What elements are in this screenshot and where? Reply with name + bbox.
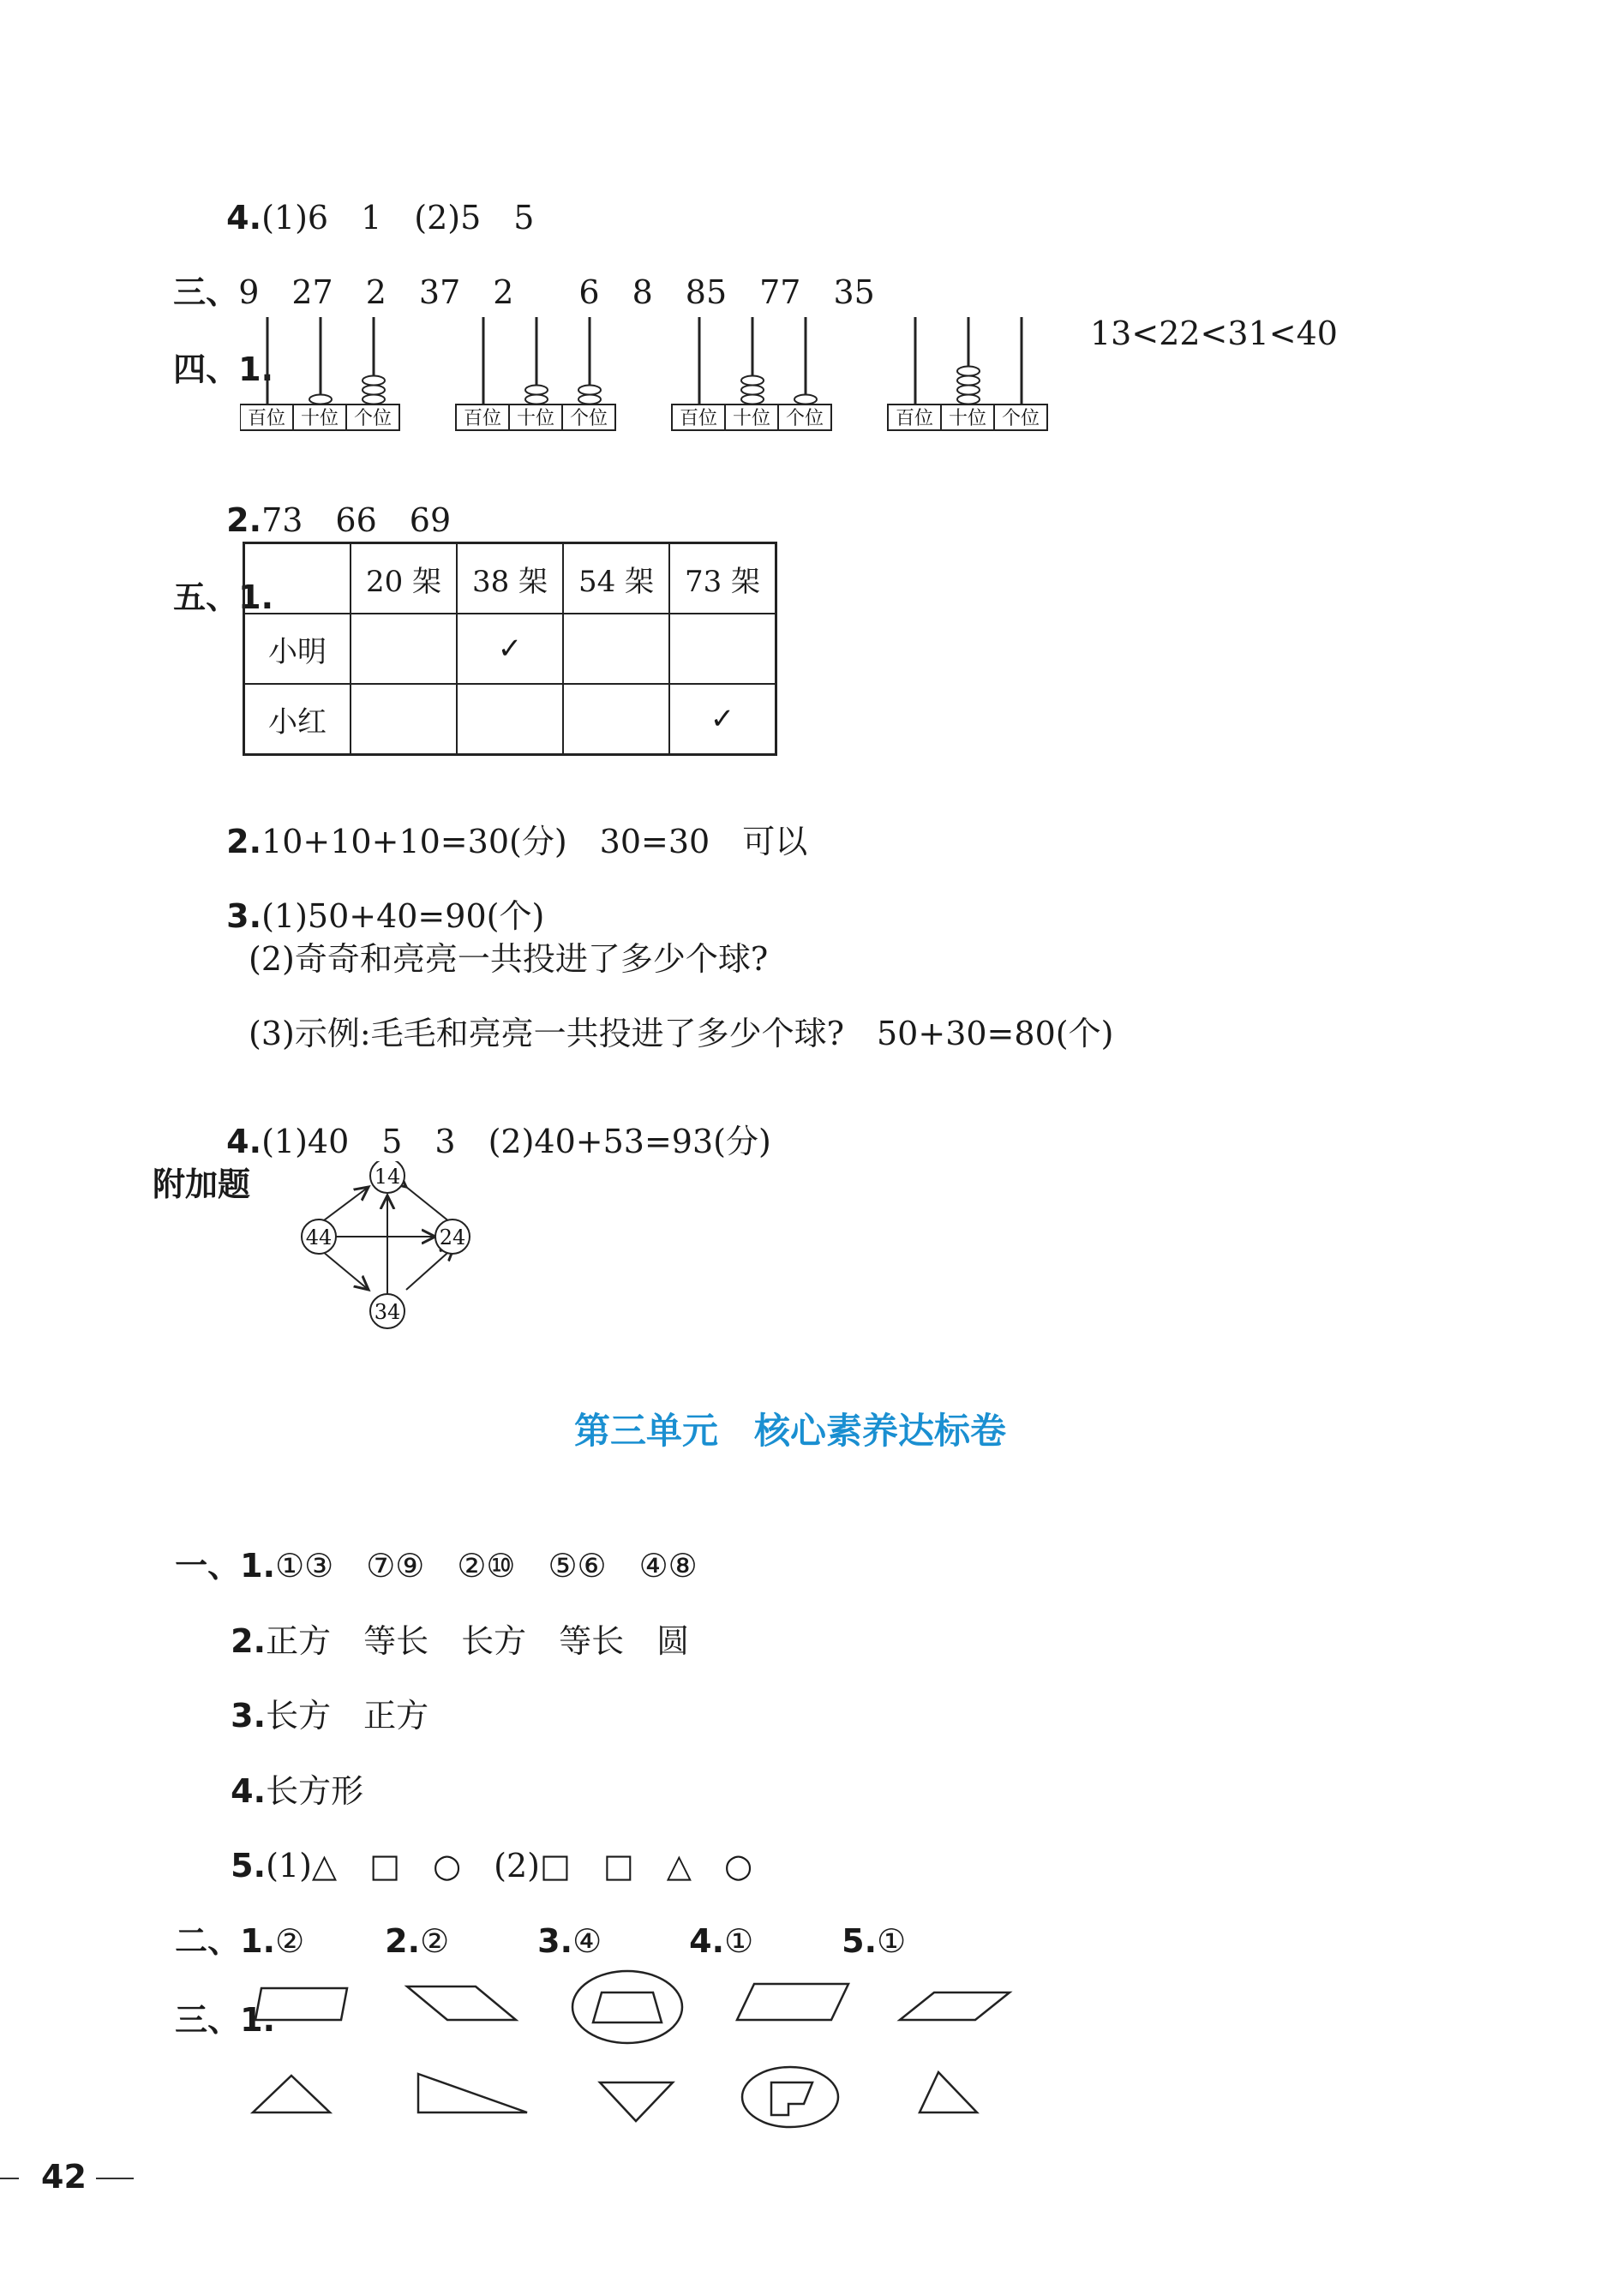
abacus [240,317,399,430]
row-name: 小明 [244,614,351,684]
parallelogram-shape [407,1986,516,2020]
answer-line-2-4 [206,169,535,237]
section-label: 五、1. [173,578,274,616]
parallelogram-shape [737,1984,848,2020]
abacus-bead [309,395,332,404]
answer-line-5-4 [206,1093,771,1158]
table-cell [669,614,776,684]
answer-line-u3-1-5 [210,1817,753,1885]
answer-text: 10+10+10=30(分) 30=30 可以 [261,823,808,860]
abacus-bead [363,376,385,386]
answer-line-u3-1-2 [210,1592,690,1660]
answer-text: ① [877,1922,907,1960]
inverted-triangle-shape [600,2082,673,2121]
question-number: 4. [226,199,262,237]
l-shape [771,2082,812,2115]
answer-line-4-2 [206,471,452,539]
comparison-result: 13<22<31<40 [1090,315,1338,352]
abacus-place-label: 个位 [353,408,393,429]
abacus-bead [794,395,817,404]
question-number: 4. [226,1123,262,1160]
number-cycle-diagram [300,1161,480,1333]
node-label: 34 [374,1300,401,1324]
table-header-cell: 20 架 [351,543,457,614]
abacus-bead [741,376,764,386]
table-row [244,614,776,684]
section-label: 二、1. [175,1922,276,1960]
node-label: 14 [374,1165,401,1189]
answer-line-5-2 [206,793,807,858]
shape-answers [240,1928,1028,2142]
abacus-bead [957,386,980,395]
page-number: 42 [41,2158,87,2196]
answer-text: 9 27 2 37 2 6 8 85 77 35 [238,273,875,311]
abacus-place-label: 百位 [679,408,718,429]
table-header-cell: 38 架 [457,543,563,614]
table-cell [563,614,669,684]
trapezoid-shape [593,1992,662,2022]
abacus-bead [363,386,385,395]
page-dash [96,2178,134,2179]
table-row [244,684,776,755]
right-triangle-shape [418,2074,527,2112]
section-label: 四、1. [173,351,274,388]
answer-text: 正方 等长 长方 等长 圆 [266,1622,690,1660]
answer-text: ①③ ⑦⑨ ②⑩ ⑤⑥ ④⑧ [275,1547,698,1585]
abacus-place-label: 个位 [785,408,824,429]
answer-text: (1)40 5 3 (2)40+53=93(分) [261,1123,771,1160]
section-label: 一、1. [175,1547,276,1585]
answer-text: (1)6 1 (2)5 5 [261,199,535,237]
table-header-cell: 54 架 [563,543,669,614]
table-cell [563,684,669,755]
abacus-bead [525,395,548,404]
row-name: 小红 [244,684,351,755]
abacus-place-label: 百位 [895,408,934,429]
answer-text: 73 66 69 [261,501,452,539]
answer-line-5-3-3: (3)示例:毛毛和亮亮一共投进了多少个球? 50+30=80(个) [249,1015,1114,1052]
section-label: 三、1. [175,2001,276,2039]
abacus [456,317,615,430]
answer-text: ② [420,1922,450,1960]
abacus-bead [957,376,980,386]
circle-shape [742,2067,838,2127]
table-cell: ✓ [669,684,776,755]
question-number: 3. [226,897,262,935]
question-number: 5. [842,1922,878,1960]
table-cell [351,684,457,755]
abacus [672,317,831,430]
answer-text: (1)△ □ ○ (2)□ □ △ ○ [266,1847,753,1885]
answer-line-u3-1-4 [210,1742,364,1810]
answer-text: (1)50+40=90(个) [261,897,545,935]
answer-text: ④ [572,1922,602,1960]
answer-text: 长方形 [266,1772,364,1810]
parallelogram-shape [900,1992,1010,2020]
purchase-table [243,542,777,756]
answer-line-5-3-2: (2)奇奇和亮亮一共投进了多少个球? [249,940,769,978]
question-number: 2. [226,501,262,539]
unit-title: 第三单元 核心素养达标卷 [574,1410,1007,1452]
parallelogram-shape [255,1988,347,2020]
answer-line-u3-1-1 [154,1517,698,1585]
abacus-bead [741,395,764,404]
answer-line-3 [153,243,875,309]
node-label: 44 [305,1225,333,1249]
abacus-bead [363,395,385,404]
table-cell: ✓ [457,614,563,684]
question-number: 2. [231,1622,267,1660]
table-header-row [244,543,776,614]
abacus-diagrams [240,309,1063,437]
question-number: 5. [231,1847,267,1885]
question-number: 3. [231,1697,267,1735]
question-number: 3. [537,1922,573,1960]
abacus-place-label: 个位 [1001,408,1040,429]
abacus-place-label: 十位 [516,408,555,429]
abacus-bead [578,395,601,404]
answer-text: ② [275,1922,305,1960]
question-number: 4. [231,1772,267,1810]
section-label: 三、 [173,273,239,311]
triangle-shape [920,2072,977,2112]
abacus-place-label: 十位 [948,408,987,429]
question-number: 2. [385,1922,421,1960]
answer-line-u3-1-3 [210,1667,429,1735]
abacus [888,317,1047,430]
node-label: 24 [439,1225,466,1249]
abacus-bead [741,386,764,395]
answer-text: ① [724,1922,754,1960]
triangle-shape [253,2076,330,2112]
abacus-bead [525,386,548,395]
table-header-cell [244,543,351,614]
question-number: 4. [689,1922,725,1960]
abacus-place-label: 百位 [463,408,502,429]
ellipse-shape [572,1971,682,2043]
answer-line-5-3-1 [206,867,545,935]
table-cell [457,684,563,755]
abacus-place-label: 十位 [300,408,339,429]
abacus-bead [578,386,601,395]
abacus-bead [957,395,980,404]
table-cell [351,614,457,684]
abacus-place-label: 百位 [247,408,286,429]
abacus-place-label: 十位 [732,408,771,429]
page-dash [0,2178,19,2179]
abacus-place-label: 个位 [569,408,608,429]
abacus-bead [957,367,980,376]
extra-question-label: 附加题 [153,1165,251,1203]
table-header-cell: 73 架 [669,543,776,614]
question-number: 2. [226,823,262,860]
answer-text: 长方 正方 [266,1697,429,1735]
